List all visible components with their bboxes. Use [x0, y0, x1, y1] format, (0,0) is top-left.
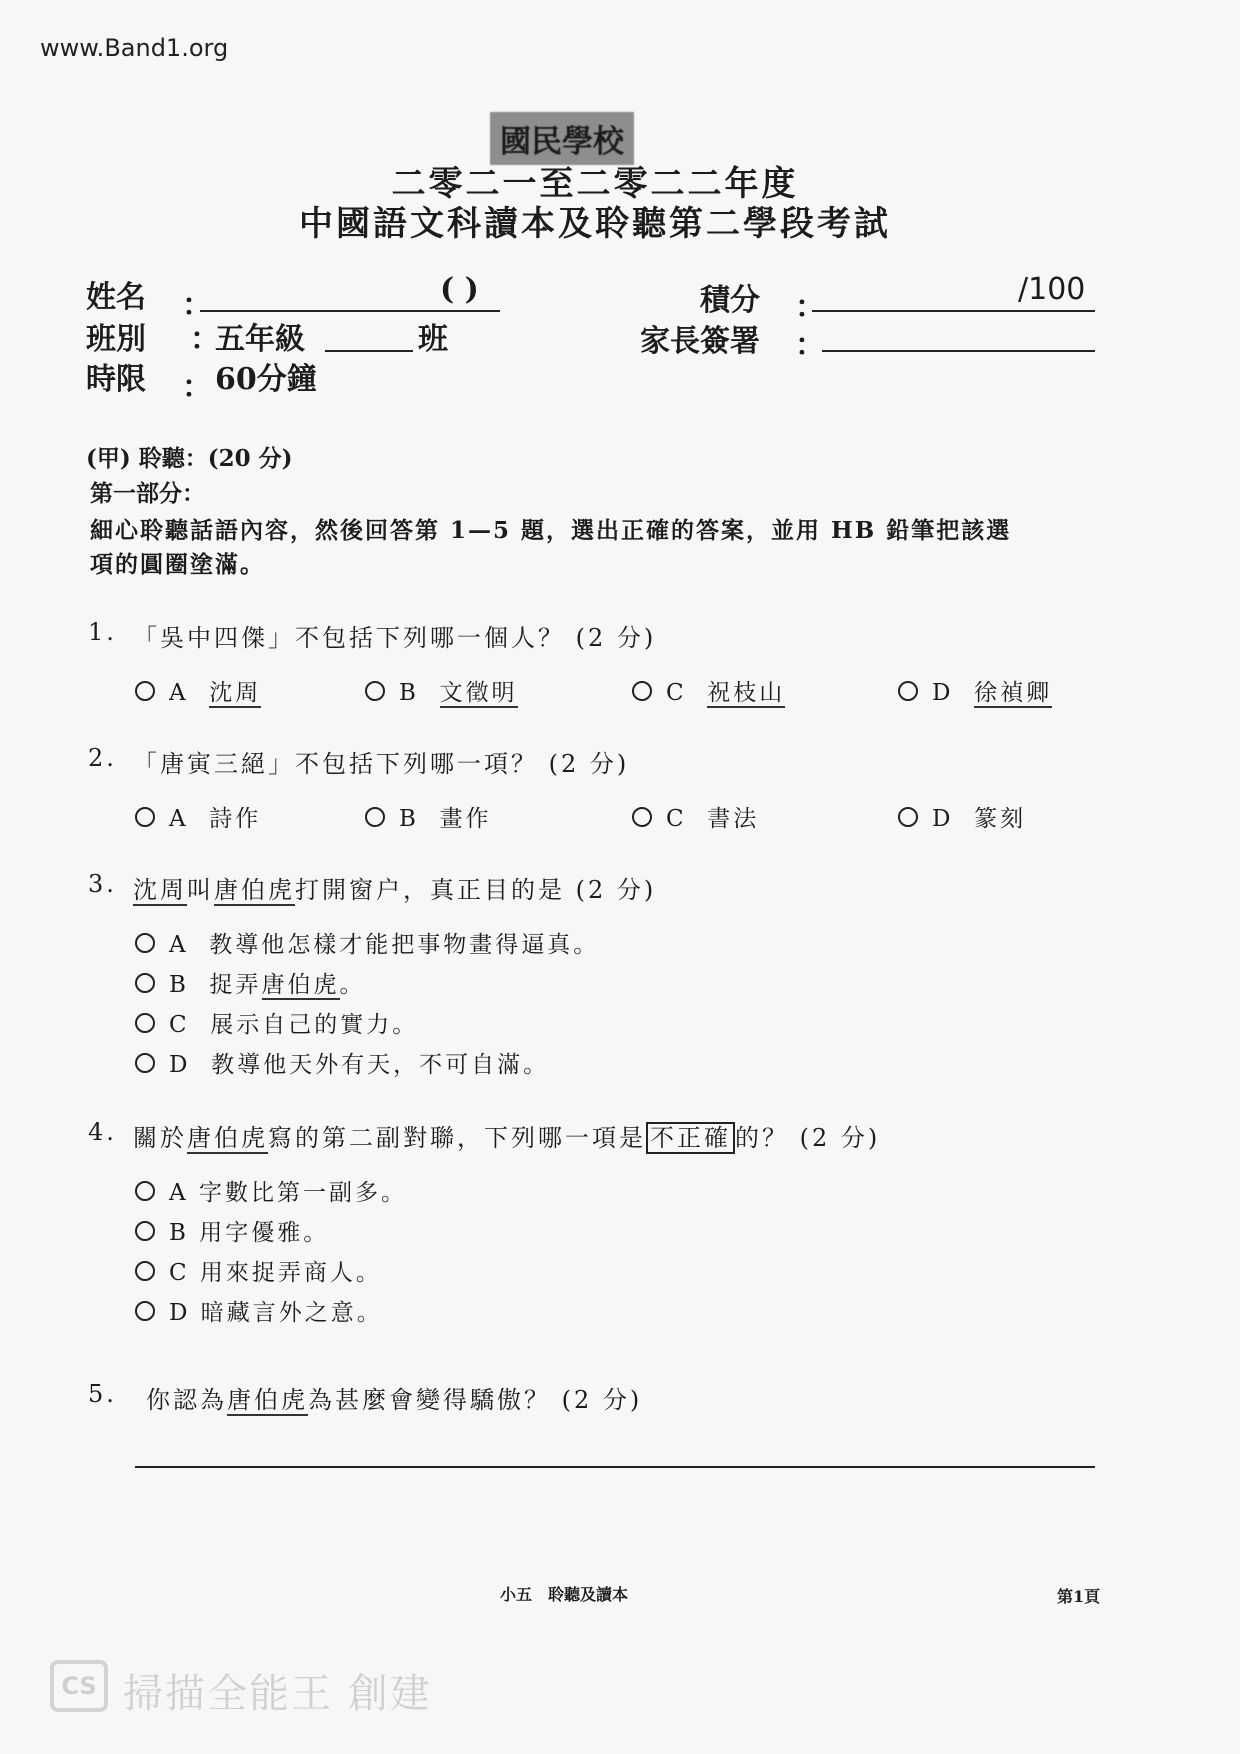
parent-signature-label: 家長簽署 — [640, 324, 760, 359]
radio-circle-icon[interactable] — [135, 1221, 155, 1241]
q2-option-a[interactable]: A 詩作 — [135, 800, 261, 833]
option-text: 用字優雅。 — [199, 1220, 330, 1246]
radio-circle-icon[interactable] — [135, 1013, 155, 1033]
radio-circle-icon[interactable] — [135, 973, 155, 993]
option-text: 畫作 — [439, 806, 492, 832]
q4-option-c[interactable]: C 用來捉弄商人。 — [135, 1254, 382, 1287]
option-text: 字數比第一副多。 — [198, 1180, 407, 1206]
q5-text: 你認為唐伯虎為甚麼會變得驕傲？ (2 分) — [146, 1386, 643, 1414]
page-number: 第1頁 — [1057, 1587, 1101, 1606]
radio-circle-icon[interactable] — [135, 1181, 155, 1201]
radio-circle-icon[interactable] — [898, 807, 918, 827]
class-field[interactable] — [325, 312, 413, 352]
q3-option-c[interactable]: C 展示自己的實力。 — [135, 1006, 418, 1039]
radio-circle-icon[interactable] — [135, 807, 155, 827]
radio-circle-icon[interactable] — [135, 1261, 155, 1281]
radio-circle-icon[interactable] — [365, 681, 385, 701]
option-text: 教導他天外有天，不可自滿。 — [211, 1052, 550, 1078]
option-text: 教導他怎樣才能把事物畫得逼真。 — [209, 932, 600, 958]
exam-title: 中國語文科讀本及聆聽第二學段考試 — [299, 204, 891, 244]
q1-text: 「吳中四傑」不包括下列哪一個人？ (2 分) — [133, 624, 657, 652]
q1-option-a[interactable]: A 沈周 — [135, 674, 261, 707]
radio-circle-icon[interactable] — [135, 1053, 155, 1073]
q1-number: 1. — [88, 618, 117, 646]
option-text: 篆刻 — [974, 806, 1027, 832]
class-colon: ： — [190, 322, 220, 357]
website-watermark: www.Band1.org — [40, 34, 229, 62]
option-text: 暗藏言外之意。 — [200, 1300, 383, 1326]
q3-option-d[interactable]: D 教導他天外有天，不可自滿。 — [135, 1046, 549, 1079]
score-label: 積分 — [700, 283, 760, 318]
q1-option-b[interactable]: B 文徵明 — [365, 674, 518, 707]
class-number-paren: ( ) — [440, 272, 479, 307]
instruction-line-2: 項的圓圈塗滿。 — [90, 551, 265, 578]
not-correct-emphasis: 不正確 — [646, 1122, 735, 1154]
q4-option-a[interactable]: A 字數比第一副多。 — [135, 1174, 407, 1207]
class-label: 班別 — [86, 322, 146, 357]
option-text: 用來捉弄商人。 — [199, 1260, 382, 1286]
scanner-watermark-text: 掃描全能王 創建 — [123, 1671, 432, 1717]
instruction-line-1: 細心聆聽話語內容，然後回答第 1—5 題，選出正確的答案，並用 HB 鉛筆把該選 — [90, 517, 1012, 544]
q4-text: 關於唐伯虎寫的第二副對聯，下列哪一項是 不正確 的？ (2 分) — [133, 1124, 881, 1152]
name-colon: ： — [182, 288, 212, 323]
q2-number: 2. — [88, 744, 117, 772]
q4-option-b[interactable]: B 用字優雅。 — [135, 1214, 329, 1247]
radio-circle-icon[interactable] — [632, 807, 652, 827]
radio-circle-icon[interactable] — [898, 681, 918, 701]
time-value: 60分鐘 — [215, 362, 317, 397]
class-suffix: 班 — [418, 322, 448, 357]
option-text: 文徵明 — [439, 680, 518, 706]
q5-number: 5. — [88, 1380, 117, 1408]
time-colon: ： — [182, 370, 212, 405]
radio-circle-icon[interactable] — [135, 933, 155, 953]
exam-year-title: 二零二一至二零二二年度 — [391, 164, 799, 204]
option-text: 展示自己的實力。 — [210, 1012, 419, 1038]
option-text: 書法 — [707, 806, 760, 832]
q3-option-a[interactable]: A 教導他怎樣才能把事物畫得逼真。 — [135, 926, 599, 959]
option-text: 祝枝山 — [707, 680, 786, 706]
q5-answer-line[interactable] — [135, 1466, 1095, 1468]
name-label: 姓名 — [86, 280, 146, 315]
parent-colon: ： — [795, 328, 825, 363]
radio-circle-icon[interactable] — [632, 681, 652, 701]
footer-subject: 小五 聆聽及讀本 — [500, 1585, 629, 1604]
option-text: 徐禎卿 — [974, 680, 1053, 706]
option-text: 詩作 — [209, 806, 262, 832]
q4-option-d[interactable]: D 暗藏言外之意。 — [135, 1294, 383, 1327]
q4-number: 4. — [88, 1118, 117, 1146]
q3-option-b[interactable]: B 捉弄唐伯虎。 — [135, 966, 366, 999]
q2-text: 「唐寅三絕」不包括下列哪一項？ (2 分) — [133, 750, 630, 778]
q2-option-c[interactable]: C 書法 — [632, 800, 759, 833]
radio-circle-icon[interactable] — [135, 1301, 155, 1321]
q2-option-d[interactable]: D 篆刻 — [898, 800, 1026, 833]
class-grade: 五年級 — [215, 322, 305, 357]
camscanner-logo-icon: CS — [50, 1660, 108, 1712]
radio-circle-icon[interactable] — [365, 807, 385, 827]
q3-text: 沈周叫唐伯虎打開窗户，真正目的是 (2 分) — [133, 876, 657, 904]
q2-option-b[interactable]: B 畫作 — [365, 800, 492, 833]
section-title: (甲) 聆聽：(20 分) — [86, 445, 293, 472]
q1-option-d[interactable]: D 徐禎卿 — [898, 674, 1052, 707]
q1-option-c[interactable]: C 祝枝山 — [632, 674, 785, 707]
q3-number: 3. — [88, 870, 117, 898]
radio-circle-icon[interactable] — [135, 681, 155, 701]
parent-signature-field[interactable] — [822, 312, 1095, 352]
time-label: 時限 — [86, 362, 146, 397]
school-name-redacted: 國民學校 — [490, 112, 634, 165]
part-title: 第一部分： — [90, 480, 205, 507]
score-total: /100 — [1018, 272, 1086, 307]
score-colon: ： — [795, 290, 825, 325]
option-text: 沈周 — [209, 680, 262, 706]
